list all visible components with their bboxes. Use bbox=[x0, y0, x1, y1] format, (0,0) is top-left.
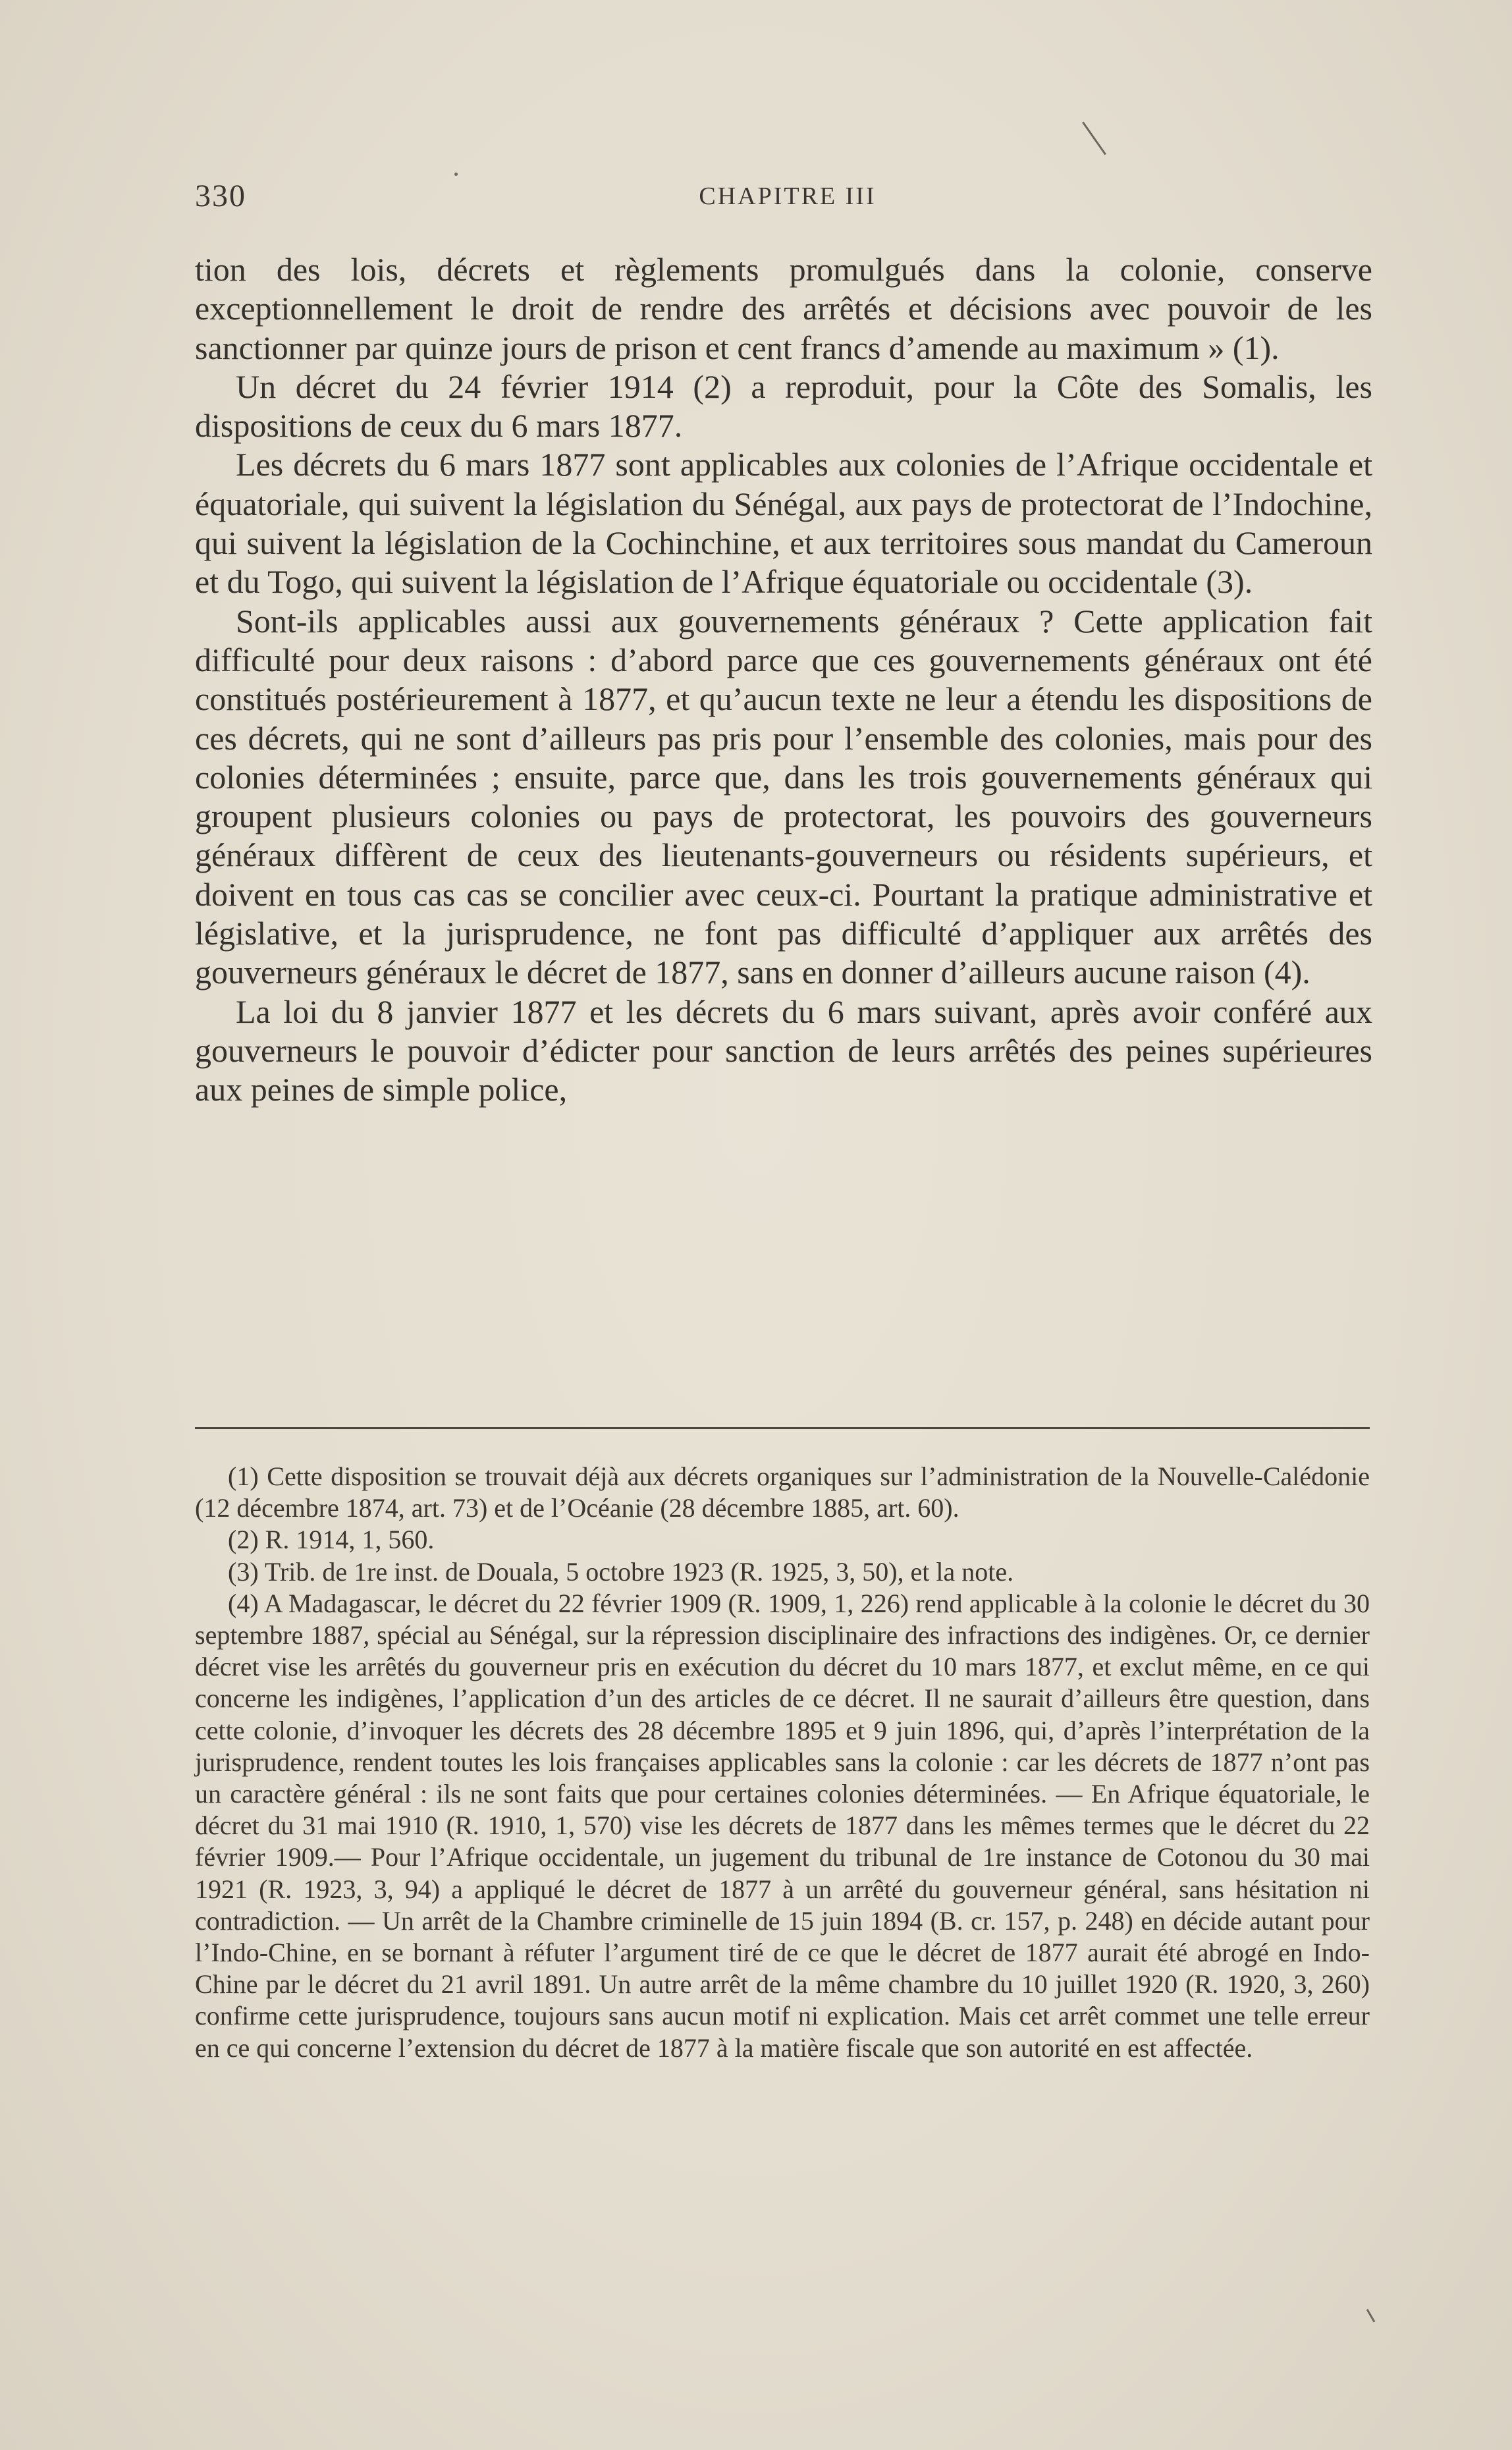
scan-speck bbox=[1366, 2309, 1376, 2323]
footnote-separator bbox=[195, 1427, 1370, 1429]
scan-speck bbox=[1082, 122, 1106, 155]
page-number: 330 bbox=[195, 178, 246, 213]
footnote: (2) R. 1914, 1, 560. bbox=[228, 1525, 435, 1555]
running-head: CHAPITRE III bbox=[699, 182, 877, 210]
paragraph: tion des lois, décrets et règlements promulgués dans la colonie, conserve exceptionnellement le droit de rendre des arrêtés et décisions avec pouvoir de les sanctionner par quinze jours de prison et cent francs d’amende au maximum » (1). bbox=[195, 251, 1372, 366]
paragraph: La loi du 8 janvier 1877 et les décrets du 6 mars suivant, après avoir conféré aux gouverneurs le pouvoir d’édicter pour sanction de leurs arrêtés des peines supérieures aux peines de simple police, bbox=[195, 993, 1372, 1108]
footnote: (4) A Madagascar, le décret du 22 février 1909 (R. 1909, 1, 226) rend applicable à la colonie le décret du 30 septembre 1887, spécial au Sénégal, sur la répression disciplinaire des infractions des indigènes. Or, ce dernier décret vise les arrêtés du gouverneur pris en exécution du décret du 10 mars 1877, et exclut même, en ce qui concerne les indigènes, l’application d’un des articles de ce décret. Il ne saurait d’ailleurs être question, dans cette colonie, d’invoquer les décrets des 28 décembre 1895 et 9 juin 1896, qui, d’après l’interprétation de la jurisprudence, rendent toutes les lois françaises applicables sans la colonie : car les décrets de 1877 n’ont pas un caractère général : ils ne sont faits que pour certaines colonies déterminées. — En Afrique équatoriale, le décret du 31 mai 1910 (R. 1910, 1, 570) vise les décrets de 1877 dans les mêmes termes que le décret du 22 février 1909.— Pour l’Afrique occidentale, un jugement du tribunal de 1re instance de Cotonou du 30 mai 1921 (R. 1923, 3, 94) a appliqué le décret de 1877 à un arrêté du gouverneur général, sans hésitation ni contradiction. — Un arrêt de la Chambre criminelle de 15 juin 1894 (B. cr. 157, p. 248) en décide autant pour l’Indo-Chine, en se bornant à réfuter l’argument tiré de ce que le décret de 1877 aurait été abrogé en Indo-Chine par le décret du 21 avril 1891. Un autre arrêt de la même chambre du 10 juillet 1920 (R. 1920, 3, 260) confirme cette jurisprudence, toujours sans aucun motif ni explication. Mais cet arrêt commet une telle erreur en ce qui concerne l’extension du décret de 1877 à la matière fiscale que son autorité en est affectée. bbox=[195, 1588, 1370, 2063]
paragraph: Un décret du 24 février 1914 (2) a reproduit, pour la Côte des Somalis, les dispositions de ceux du 6 mars 1877. bbox=[195, 368, 1372, 445]
main-text bbox=[195, 250, 1372, 1110]
footnote: (1) Cette disposition se trouvait déjà aux décrets organiques sur l’administration de la Nouvelle-Calédonie (12 décembre 1874, art. 73) et de l’Océanie (28 décembre 1885, art. 60). bbox=[195, 1461, 1370, 1523]
page-header bbox=[195, 178, 1367, 217]
footnotes bbox=[195, 1461, 1370, 2064]
paragraph: Sont-ils applicables aussi aux gouvernements généraux ? Cette application fait difficulté pour deux raisons : d’abord parce que ces gouvernements généraux ont été constitués postérieurement à 1877, et qu’aucun texte ne leur a étendu les dispositions de ces décrets, qui ne sont d’ailleurs pas pris pour l’ensemble des colonies, mais pour des colonies déterminées ; ensuite, parce que, dans les trois gouvernements généraux qui groupent plusieurs colonies ou pays de protectorat, les pouvoirs des gouverneurs généraux diffèrent de ceux des lieutenants-gouverneurs ou résidents supérieurs, et doivent en tous cas cas se concilier avec ceux-ci. Pourtant la pratique administrative et législative, et la jurisprudence, ne font pas difficulté d’appliquer aux arrêtés des gouverneurs généraux le décret de 1877, sans en donner d’ailleurs aucune raison (4). bbox=[195, 602, 1372, 991]
scan-speck bbox=[454, 173, 458, 176]
paragraph: Les décrets du 6 mars 1877 sont applicables aux colonies de l’Afrique occidentale et équatoriale, qui suivent la législation du Sénégal, aux pays de protectorat de l’Indochine, qui suivent la législation de la Cochinchine, et aux territoires sous mandat du Cameroun et du Togo, qui suivent la législation de l’Afrique équatoriale ou occidentale (3). bbox=[195, 446, 1372, 601]
footnote: (3) Trib. de 1re inst. de Douala, 5 octobre 1923 (R. 1925, 3, 50), et la note. bbox=[228, 1556, 1014, 1587]
